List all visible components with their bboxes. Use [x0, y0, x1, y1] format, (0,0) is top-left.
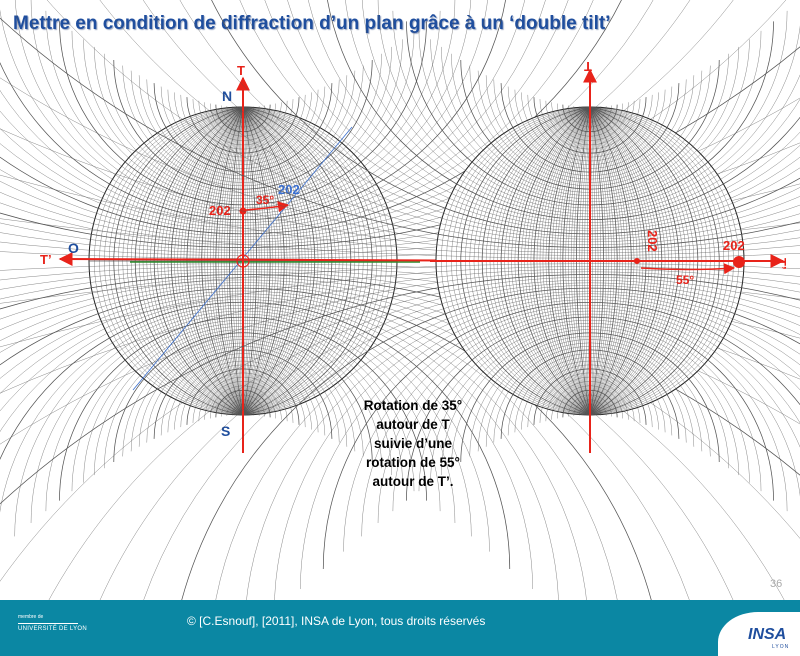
caption-line: rotation de 55° [366, 455, 460, 470]
caption-line: Rotation de 35° [363, 398, 463, 413]
label-202-right: 202 [723, 238, 745, 253]
caption-line: suivie d’une [373, 436, 453, 451]
caption-line: autour de T [376, 417, 450, 432]
label-T-left: T [237, 63, 245, 78]
univ-logo-name: UNIVERSITÉ DE LYON [18, 626, 87, 632]
label-202-left-start: 202 [209, 203, 231, 218]
caption-line: autour de T’. [372, 474, 454, 489]
insa-logo: INSA [748, 626, 787, 643]
universite-de-lyon-logo [18, 614, 87, 640]
page-number: 36 [770, 578, 783, 590]
angle-55-label: 55° [676, 273, 695, 287]
copyright-text: © [C.Esnouf], [2011], INSA de Lyon, tous droits réservés [187, 614, 486, 628]
slide-title: Mettre en condition de diffraction d’un plan grâce à un ‘double tilt’ [13, 13, 611, 34]
pole-202-intermediate [634, 258, 640, 264]
rotation-caption [338, 396, 488, 491]
label-O: O [68, 240, 79, 256]
angle-35-label: 35° [256, 193, 275, 207]
insa-logo-sub: LYON [772, 644, 790, 650]
label-N: N [222, 88, 233, 104]
insa-logo-area [718, 612, 800, 656]
univ-logo-small: membre de [18, 614, 44, 620]
pole-202-final [733, 256, 745, 268]
label-T-prime-right: T’ [774, 258, 789, 270]
label-S: S [221, 423, 231, 439]
univ-logo-rule [18, 623, 78, 624]
label-T-right: T [584, 59, 592, 74]
label-202-left-end: 202 [278, 182, 300, 197]
label-T-prime-left: T’ [40, 252, 52, 267]
footer-bar [0, 600, 800, 656]
label-202-vertical: 202 [645, 230, 660, 252]
